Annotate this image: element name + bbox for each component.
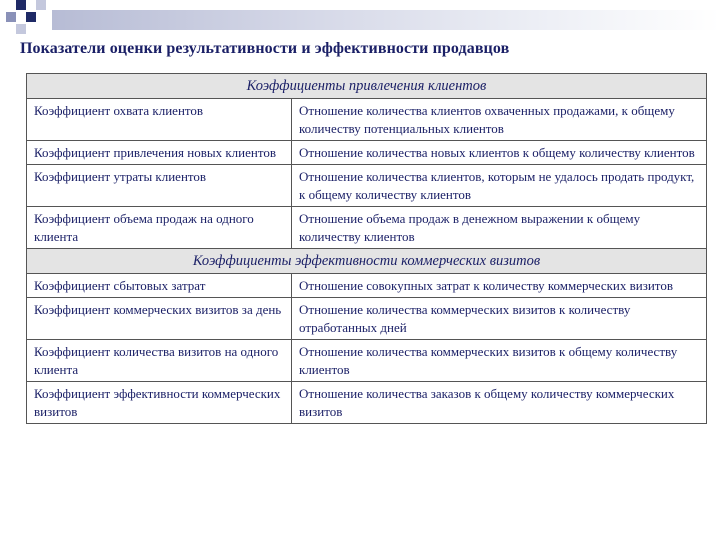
table-row <box>27 382 707 424</box>
indicator-name: Коэффициент утраты клиентов <box>27 165 292 207</box>
table-row <box>27 298 707 340</box>
section-header: Коэффициенты эффективности коммерческих визитов <box>27 249 707 274</box>
table-row <box>27 340 707 382</box>
indicator-description: Отношение количества клиентов, которым не удалось продать продукт, к общему количеству клиентов <box>292 165 707 207</box>
decor-square <box>26 12 36 22</box>
decor-square <box>6 12 16 22</box>
decor-square <box>36 0 46 10</box>
table-row <box>27 274 707 298</box>
page-title: Показатели оценки результативности и эффективности продавцов <box>20 40 510 57</box>
kpi-table <box>26 73 707 424</box>
decor-gradient-bar <box>52 10 720 30</box>
table-row <box>27 141 707 165</box>
indicator-description: Отношение количества клиентов охваченных продажами, к общему количеству потенциальных клиентов <box>292 99 707 141</box>
table-row <box>27 165 707 207</box>
indicator-name: Коэффициент коммерческих визитов за день <box>27 298 292 340</box>
indicator-name: Коэффициент количества визитов на одного клиента <box>27 340 292 382</box>
indicator-description: Отношение количества коммерческих визитов к общему количеству клиентов <box>292 340 707 382</box>
indicator-name: Коэффициент охвата клиентов <box>27 99 292 141</box>
indicator-description: Отношение количества заказов к общему количеству коммерческих визитов <box>292 382 707 424</box>
decorative-header <box>0 0 720 34</box>
indicator-name: Коэффициент эффективности коммерческих визитов <box>27 382 292 424</box>
table-row <box>27 207 707 249</box>
decor-square <box>16 0 26 10</box>
indicator-name: Коэффициент сбытовых затрат <box>27 274 292 298</box>
indicator-name: Коэффициент привлечения новых клиентов <box>27 141 292 165</box>
indicator-description: Отношение количества новых клиентов к общему количеству клиентов <box>292 141 707 165</box>
section-header-row <box>27 74 707 99</box>
section-header-row <box>27 249 707 274</box>
table-row <box>27 99 707 141</box>
indicator-description: Отношение количества коммерческих визитов к количеству отработанных дней <box>292 298 707 340</box>
indicator-description: Отношение объема продаж в денежном выражении к общему количеству клиентов <box>292 207 707 249</box>
decor-square <box>16 24 26 34</box>
indicator-description: Отношение совокупных затрат к количеству коммерческих визитов <box>292 274 707 298</box>
indicator-name: Коэффициент объема продаж на одного клиента <box>27 207 292 249</box>
section-header: Коэффициенты привлечения клиентов <box>27 74 707 99</box>
